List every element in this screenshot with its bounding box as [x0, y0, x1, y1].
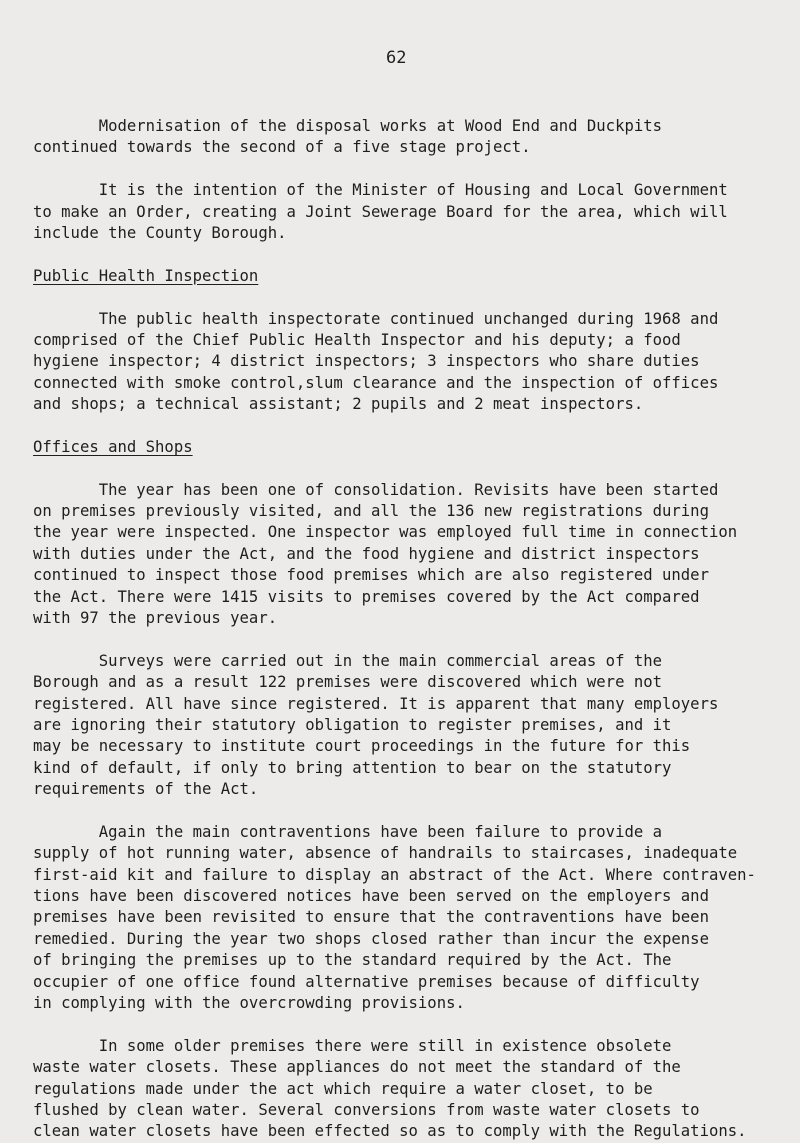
paragraph-disposal-works: [33, 116, 800, 159]
document-body: [33, 116, 800, 1143]
text-line: continued to inspect those food premises which are also registered under: [33, 566, 709, 585]
text-line: of bringing the premises up to the standard required by the Act. The: [33, 951, 672, 970]
text-line: connected with smoke control,slum clearance and the inspection of offices: [33, 373, 719, 392]
text-line: are ignoring their statutory obligation to register premises, and it: [33, 715, 672, 734]
text-line: continued towards the second of a five stage project.: [33, 138, 531, 157]
heading-public-health-inspection: Public Health Inspection: [33, 266, 259, 285]
text-line: regulations made under the act which require a water closet, to be: [33, 1079, 653, 1098]
text-line: registered. All have since registered. It is apparent that many employers: [33, 694, 719, 713]
text-line: waste water closets. These appliances do not meet the standard of the: [33, 1058, 681, 1077]
text-line: and shops; a technical assistant; 2 pupils and 2 meat inspectors.: [33, 395, 644, 414]
text-line: premises have been revisited to ensure that the contraventions have been: [33, 908, 709, 927]
text-line: to make an Order, creating a Joint Sewerage Board for the area, which will: [33, 202, 728, 221]
paragraph-contraventions: [33, 822, 800, 1015]
text-line: The year has been one of consolidation. Revisits have been started: [33, 480, 719, 499]
text-line: remedied. During the year two shops closed rather than incur the expense: [33, 929, 709, 948]
text-line: It is the intention of the Minister of Housing and Local Government: [33, 181, 728, 200]
text-line: Borough and as a result 122 premises were discovered which were not: [33, 673, 663, 692]
text-line: the year were inspected. One inspector was employed full time in connection: [33, 523, 738, 542]
text-line: with duties under the Act, and the food hygiene and district inspectors: [33, 544, 700, 563]
text-line: Again the main contraventions have been failure to provide a: [33, 822, 663, 841]
text-line: on premises previously visited, and all the 136 new registrations during: [33, 502, 709, 521]
page-number: 62: [386, 48, 407, 68]
paragraph-waste-water-closets: [33, 1036, 800, 1143]
text-line: include the County Borough.: [33, 223, 287, 242]
text-line: The public health inspectorate continued unchanged during 1968 and: [33, 309, 719, 328]
text-line: flushed by clean water. Several conversions from waste water closets to: [33, 1101, 700, 1119]
text-line: tions have been discovered notices have been served on the employers and: [33, 887, 709, 906]
text-line: In some older premises there were still in existence obsolete: [33, 1036, 672, 1055]
text-line: with 97 the previous year.: [33, 609, 278, 628]
paragraph-inspectorate: [33, 309, 800, 416]
heading-offices-and-shops: Offices and Shops: [33, 437, 193, 456]
heading-offices-and-shops-wrap: [33, 437, 800, 458]
text-line: hygiene inspector; 4 district inspectors; 3 inspectors who share duties: [33, 352, 700, 371]
text-line: requirements of the Act.: [33, 780, 259, 799]
text-line: Modernisation of the disposal works at Wood End and Duckpits: [33, 117, 663, 135]
paragraph-surveys: [33, 651, 800, 801]
heading-public-health-inspection-wrap: [33, 266, 800, 287]
text-line: in complying with the overcrowding provisions.: [33, 994, 465, 1013]
text-line: first-aid kit and failure to display an abstract of the Act. Where contraven-: [33, 865, 756, 884]
text-line: clean water closets have been effected so as to comply with the Regulations.: [33, 1122, 747, 1141]
text-line: kind of default, if only to bring attention to bear on the statutory: [33, 758, 672, 777]
text-line: Surveys were carried out in the main commercial areas of the: [33, 651, 663, 670]
paragraph-sewerage-board: [33, 180, 800, 244]
text-line: comprised of the Chief Public Health Inspector and his deputy; a food: [33, 330, 681, 349]
text-line: supply of hot running water, absence of handrails to staircases, inadequate: [33, 844, 738, 863]
text-line: may be necessary to institute court proceedings in the future for this: [33, 737, 691, 756]
text-line: occupier of one office found alternative premises because of difficulty: [33, 972, 700, 991]
paragraph-consolidation: [33, 480, 800, 630]
text-line: the Act. There were 1415 visits to premises covered by the Act compared: [33, 587, 700, 606]
